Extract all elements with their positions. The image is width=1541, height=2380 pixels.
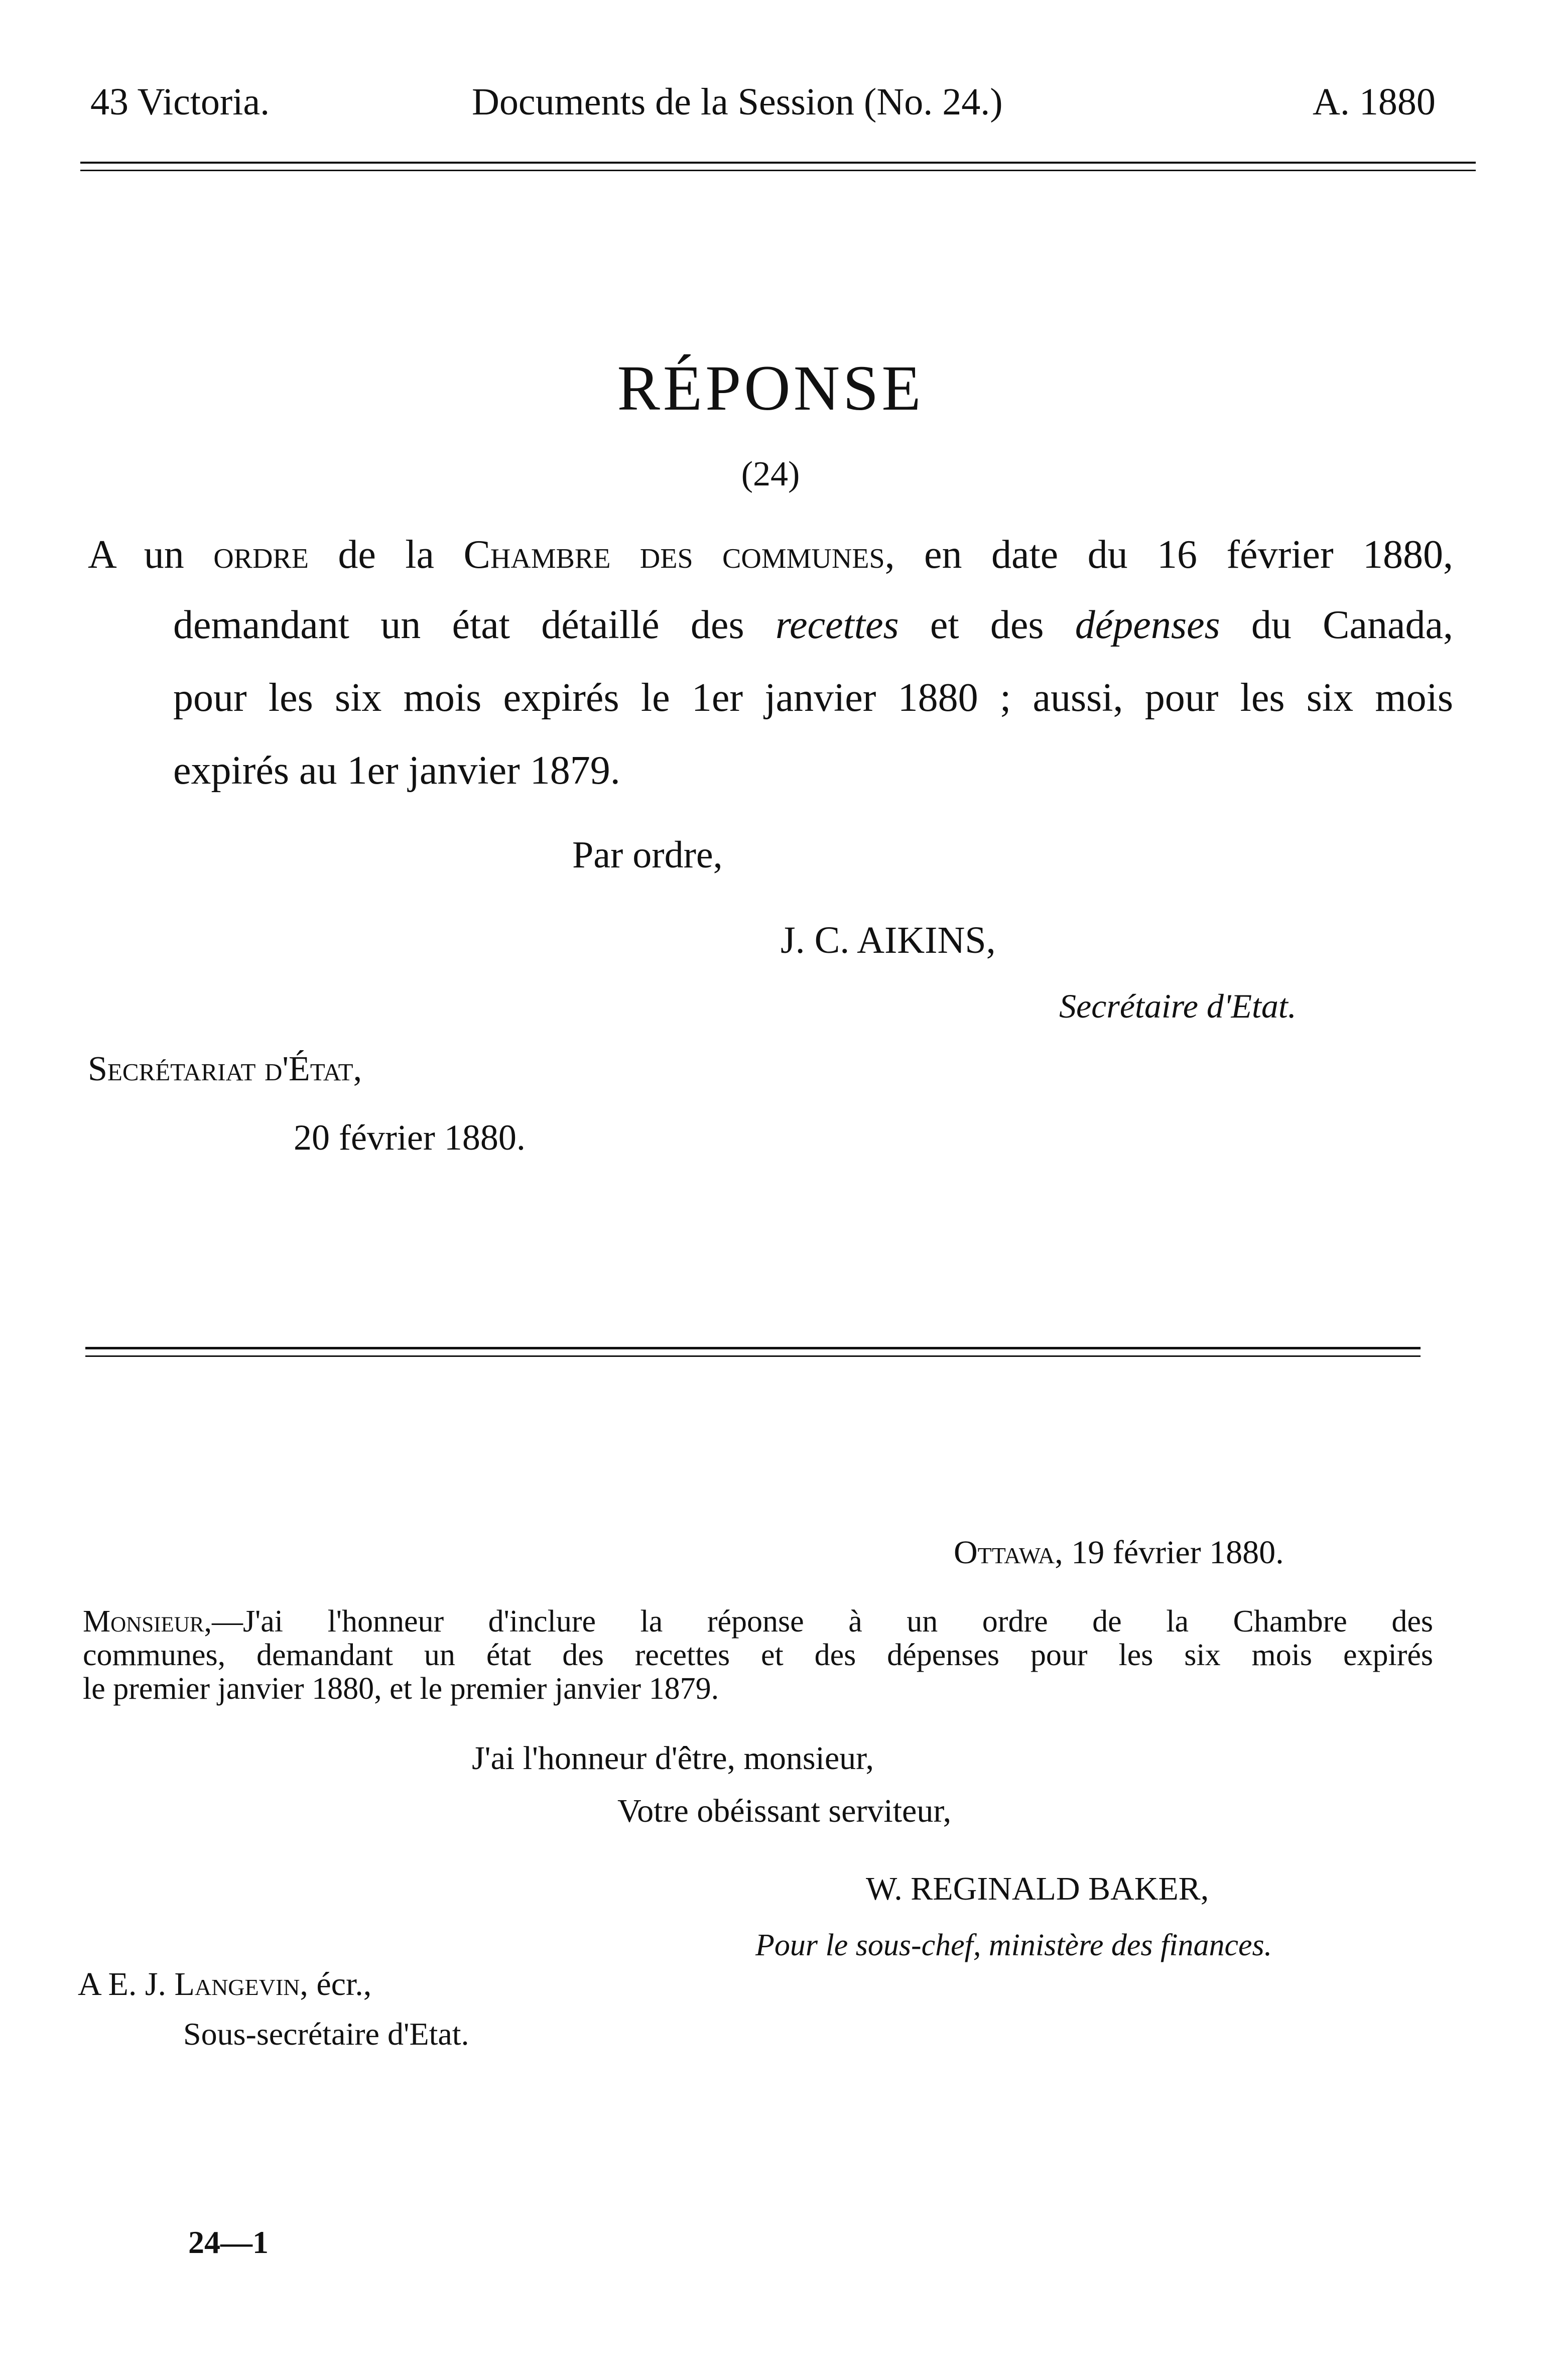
signer-name: J. C. AIKINS, xyxy=(781,919,996,961)
section-rule-bottom xyxy=(85,1355,1421,1357)
office-date: 20 février 1880. xyxy=(294,1117,526,1158)
document-number: (24) xyxy=(741,455,800,493)
page-title: RÉPONSE xyxy=(617,352,924,424)
by-order-text: Par ordre, xyxy=(572,834,723,876)
header-year: A. 1880 xyxy=(1313,81,1436,123)
section-rule-top xyxy=(85,1347,1421,1349)
letter-line-2: communes, demandant un état des recettes et des dépenses pour les six mois expirés xyxy=(83,1638,1433,1672)
page-folio: 24—1 xyxy=(188,2224,269,2260)
letter-signature-title: Pour le sous-chef, ministère des finances. xyxy=(755,1928,1272,1962)
order-line-1: A un ordre de la Chambre des communes, en date du 16 février 1880, xyxy=(88,533,1453,577)
header-session-year: 43 Victoria. xyxy=(90,81,270,123)
order-line-2: demandant un état détaillé des recettes et des dépenses du Canada, xyxy=(173,603,1454,647)
letter-line-3: le premier janvier 1880, et le premier janvier 1879. xyxy=(83,1672,719,1706)
order-line-4: expirés au 1er janvier 1879. xyxy=(173,748,620,793)
letter-line-1: Monsieur,—J'ai l'honneur d'inclure la réponse à un ordre de la Chambre des xyxy=(83,1604,1433,1639)
office-name: Secrétariat d'État, xyxy=(88,1050,362,1088)
letter-closing-2: Votre obéissant serviteur, xyxy=(617,1793,952,1829)
header-document-title: Documents de la Session (No. 24.) xyxy=(472,81,1003,123)
signer-title: Secrétaire d'Etat. xyxy=(1059,987,1297,1025)
letter-addressee: A E. J. Langevin, écr., xyxy=(78,1966,372,2002)
letter-addressee-title: Sous-secrétaire d'Etat. xyxy=(183,2016,469,2052)
letter-place-date: Ottawa, 19 février 1880. xyxy=(954,1534,1284,1571)
letter-closing-1: J'ai l'honneur d'être, monsieur, xyxy=(472,1740,874,1777)
header-rule-top xyxy=(80,162,1476,164)
header-rule-bottom xyxy=(80,170,1476,171)
letter-signature-name: W. REGINALD BAKER, xyxy=(866,1870,1209,1907)
order-line-3: pour les six mois expirés le 1er janvier 1880 ; aussi, pour les six mois xyxy=(173,676,1453,720)
